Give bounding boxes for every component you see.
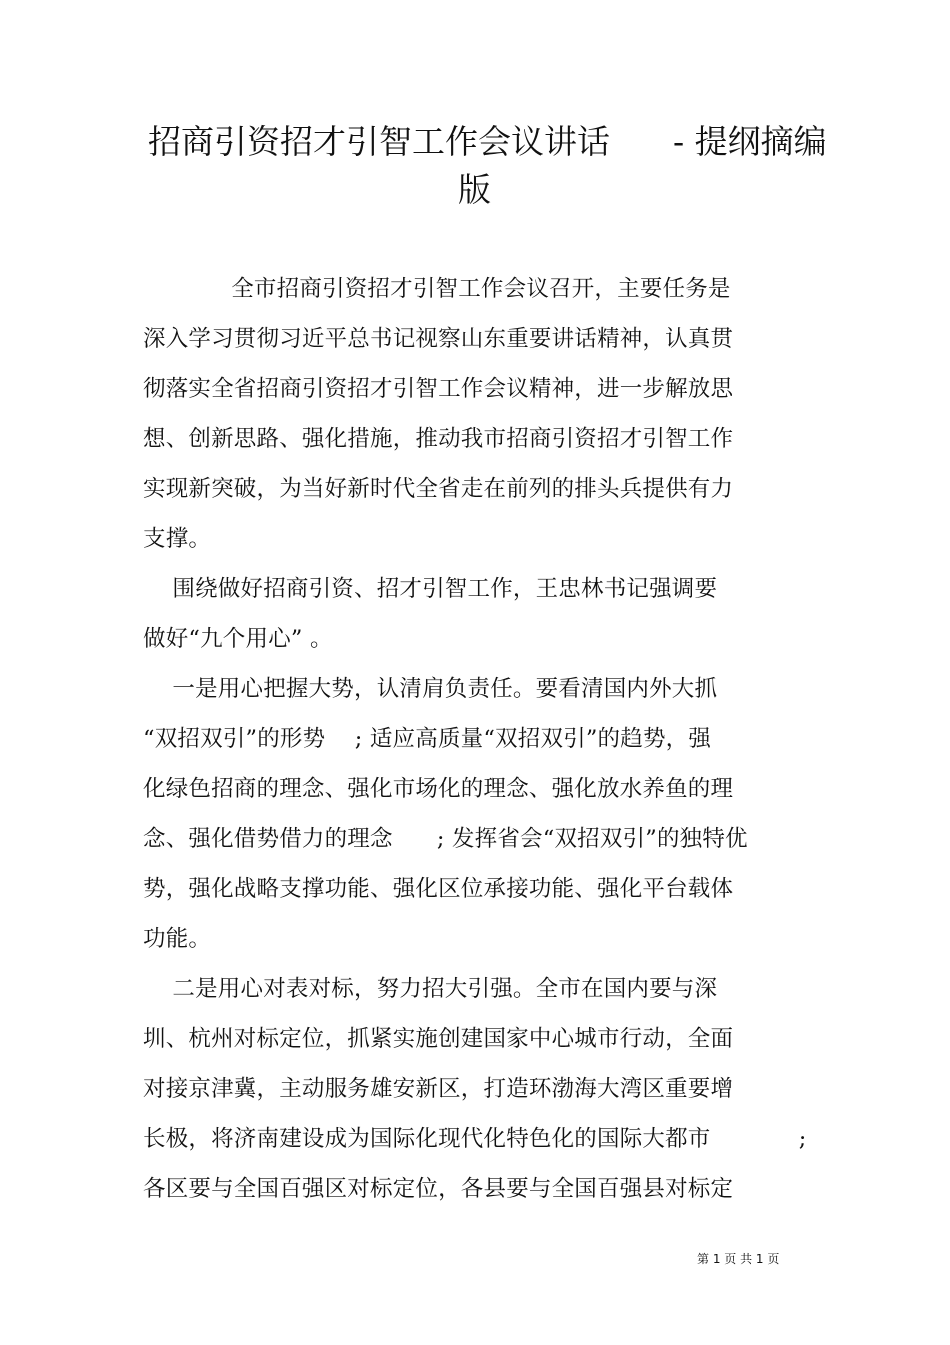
body-line: 围绕做好招商引资、招才引智工作，王忠林书记强调要 [143,576,718,602]
body-line: 各区要与全国百强区对标定位，各县要与全国百强县对标定 [143,1176,734,1202]
body-line: 想、创新思路、强化措施，推动我市招商引资招才引智工作 [143,426,734,452]
body-line: 功能。 [143,926,212,952]
document-title-line-2: 版 [458,170,491,209]
body-line: 深入学习贯彻习近平总书记视察山东重要讲话精神，认真贯 [143,326,734,352]
body-line: 做好“九个用心” 。 [143,626,333,652]
body-line: 长极，将济南建设成为国际化现代化特色化的国际大都市 ; [143,1126,807,1152]
body-line: 化绿色招商的理念、强化市场化的理念、强化放水养鱼的理 [143,776,734,802]
document-title-line-1: 招商引资招才引智工作会议讲话 - 提纲摘编 [148,122,827,161]
body-line: 对接京津冀，主动服务雄安新区，打造环渤海大湾区重要增 [143,1076,734,1102]
body-line: 势，强化战略支撑功能、强化区位承接功能、强化平台载体 [143,876,734,902]
body-line: 彻落实全省招商引资招才引智工作会议精神，进一步解放思 [143,376,734,402]
page-number-footer: 第 1 页 共 1 页 [697,1252,780,1266]
body-line: 实现新突破，为当好新时代全省走在前列的排头兵提供有力 [143,476,734,502]
body-line: 圳、杭州对标定位，抓紧实施创建国家中心城市行动，全面 [143,1026,734,1052]
body-line: 念、强化借势借力的理念 ; 发挥省会“双招双引”的独特优 [143,826,748,852]
body-line: 一是用心把握大势，认清肩负责任。要看清国内外大抓 [143,676,718,702]
body-line: “双招双引”的形势 ; 适应高质量“双招双引”的趋势，强 [143,726,712,752]
body-line: 支撑。 [143,526,212,552]
body-line: 二是用心对表对标，努力招大引强。全市在国内要与深 [143,976,718,1002]
body-line: 全市招商引资招才引智工作会议召开，主要任务是 [143,276,731,302]
